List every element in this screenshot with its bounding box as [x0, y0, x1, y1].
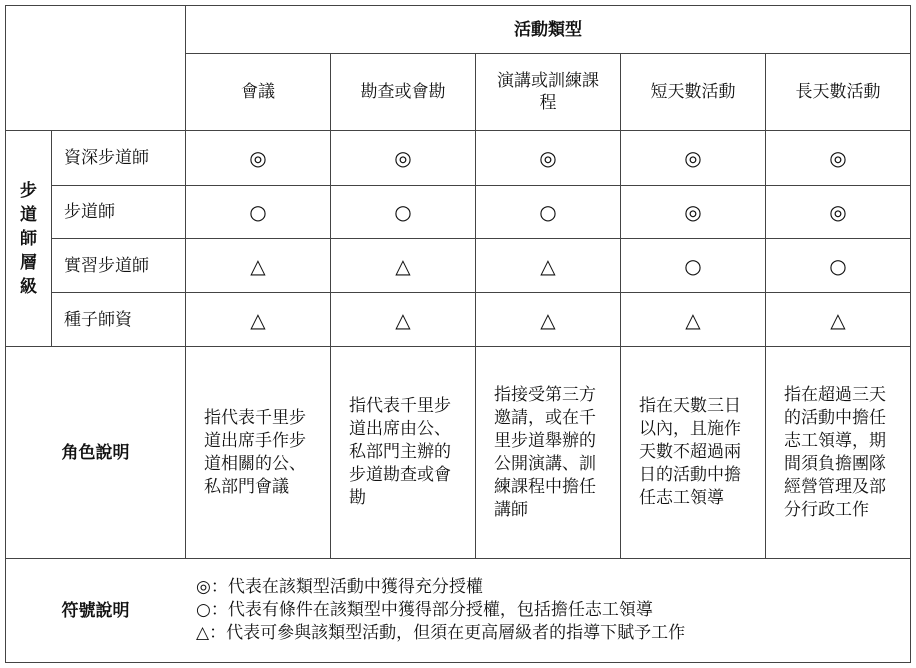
col-header-short-activity: 短天數活動: [650, 82, 736, 102]
legend-cell: [186, 559, 910, 662]
col-header-long-activity: 長天數活動: [795, 82, 881, 102]
group-label-cell: [6, 131, 51, 346]
level-intern: 實習步道師: [64, 255, 149, 276]
symbol-cell: ◎: [684, 200, 702, 224]
role-desc-long-activity: 指在超過三天的活動中擔任志工領導，期間須負擔團隊經營管理及部分行政工作: [784, 384, 886, 520]
symbol-cell: ○: [539, 200, 557, 224]
symbol-cell: ○: [684, 253, 702, 278]
level-senior: 資深步道師: [64, 148, 149, 168]
symbol-cell: ◎: [829, 200, 847, 224]
symbol-cell: ◎: [539, 146, 557, 170]
symbol-cell: ◎: [249, 146, 267, 170]
symbol-cell: △: [250, 253, 266, 278]
role-desc-cell: [331, 347, 475, 558]
role-desc-meeting: 指代表千里步道出席手作步道相關的公、私部門會議: [204, 407, 306, 497]
symbol-cell: ○: [394, 200, 412, 224]
symbol-cell: ◎: [394, 146, 412, 170]
activity-type-header: 活動類型: [514, 19, 582, 40]
role-desc-cell: [766, 347, 910, 558]
symbol-cell: △: [540, 253, 556, 278]
border-right: [910, 5, 911, 663]
level-trail-master: 步道師: [64, 202, 115, 222]
symbol-cell: ○: [249, 200, 267, 224]
legend-list: [186, 576, 685, 645]
symbol-cell: △: [395, 307, 411, 332]
symbol-cell: △: [830, 307, 846, 332]
role-desc-survey: 指代表千里步道出席由公、私部門主辦的步道勘查或會勘: [349, 396, 451, 508]
role-desc-cell: [476, 347, 620, 558]
symbol-cell: △: [685, 307, 701, 332]
symbol-cell: △: [250, 307, 266, 332]
authorization-table: [5, 5, 911, 663]
role-desc-cell: [621, 347, 765, 558]
col-header-lecture: 演講或訓練課程: [497, 71, 599, 113]
role-desc-cell: [186, 347, 330, 558]
group-label: 步道師層級: [20, 180, 37, 297]
symbol-cell: ○: [829, 253, 847, 278]
legend-full-authorization: ◎：代表在該類型活動中獲得充分授權: [196, 577, 483, 597]
col-header-survey: 勘查或會勘: [360, 82, 446, 102]
symbol-cell: △: [540, 307, 556, 332]
symbol-cell: △: [395, 253, 411, 278]
symbol-cell: ◎: [684, 146, 702, 170]
symbol-cell: ◎: [829, 146, 847, 170]
legend-label: 符號說明: [61, 600, 130, 621]
col-header-meeting: 會議: [241, 82, 275, 102]
role-desc-lecture: 指接受第三方邀請，或在千里步道舉辦的公開演講、訓練課程中擔任講師: [494, 384, 596, 520]
level-seed-instructor: 種子師資: [64, 309, 132, 330]
legend-guided-participation: △：代表可參與該類型活動，但須在更高層級者的指導下賦予工作: [196, 623, 686, 643]
border-bottom: [5, 662, 911, 663]
legend-partial-authorization: ○：代表有條件在該類型中獲得部分授權，包括擔任志工領導: [196, 600, 653, 620]
role-desc-short-activity: 指在天數三日以內，且施作天數不超過兩日的活動中擔任志工領導: [639, 396, 741, 508]
role-label: 角色說明: [61, 442, 130, 463]
